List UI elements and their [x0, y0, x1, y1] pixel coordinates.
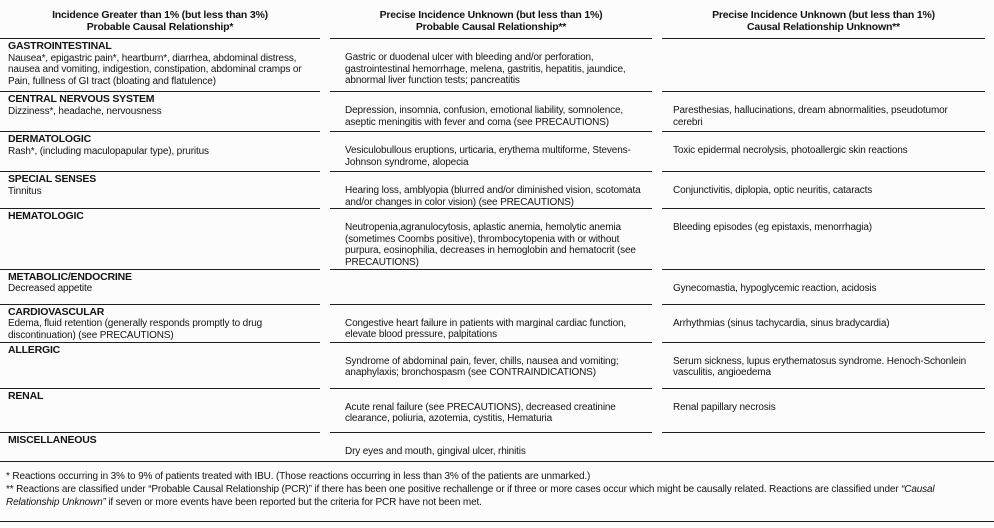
category-cell [0, 269, 320, 304]
pcr-unknown-cell [330, 91, 652, 131]
cell-text: Nausea*, epigastric pain*, heartburn*, diarrhea, abdominal distress, nausea and vomiting, indigestion, constipation, abdominal cramps or Pain, fullness of GI tract (bloating and flatulence) [8, 52, 302, 87]
cell-text [662, 39, 985, 52]
column-header-2 [330, 0, 652, 38]
cell-text: Syndrome of abdominal pain, fever, chills, nausea and vomiting; anaphylaxis; bronchospasm (see CONTRAINDICATIONS) [345, 355, 619, 379]
pcr-unknown-cell [330, 38, 652, 91]
table-header-row [0, 0, 994, 38]
footnote-2-text: ** Reactions are classified under “Probable Causal Relationship (PCR)” if there has been one positive rechallenge or if three or more cases occur which might be causally related. Reactions are classified under [6, 483, 902, 495]
cell-text: Gastric or duodenal ulcer with bleeding and/or perforation, gastrointestinal hemorrhage, melena, gastritis, hepatitis, jaundice, abnormal liver function tests; pancreatitis [345, 52, 626, 87]
causal-unknown-cell [662, 304, 985, 342]
cell-text: Decreased appetite [8, 283, 93, 295]
column-header-1 [0, 0, 320, 38]
table-row-gastrointestinal [0, 38, 994, 91]
footnotes-section [0, 461, 994, 522]
cell-text: Dry eyes and mouth, gingival ulcer, rhinitis [345, 445, 526, 457]
column-header-2-line1: Precise Incidence Unknown (but less than 1%) [379, 9, 603, 21]
table-row-central-nervous-system [0, 91, 994, 131]
footnote-2 [6, 483, 984, 509]
category-label: METABOLIC/ENDOCRINE [8, 270, 132, 283]
cell-text: Vesiculobullous eruptions, urticaria, erythema multiforme, Stevens-Johnson syndrome, alopecia [345, 145, 631, 168]
causal-unknown-cell [662, 432, 985, 461]
footnote-2-text-end: if seven or more events have been reported but the criteria for PCR have not been met. [105, 496, 482, 508]
category-cell [0, 388, 320, 432]
column-header-3-line1: Precise Incidence Unknown (but less than 1%) [712, 9, 935, 21]
table-row-miscellaneous [0, 432, 994, 461]
causal-unknown-cell [662, 208, 985, 268]
causal-unknown-cell [662, 38, 985, 91]
category-cell [0, 131, 320, 171]
category-cell [0, 171, 320, 208]
causal-unknown-cell [662, 171, 985, 208]
table-row-dermatologic [0, 131, 994, 171]
cell-text [662, 433, 985, 446]
cell-text: Renal papillary necrosis [673, 401, 776, 413]
footnote-1: * Reactions occurring in 3% to 9% of patients treated with IBU. (Those reactions occurring in less than 3% of the patients are unmarked.) [6, 470, 591, 482]
column-header-3-line2: Causal Relationship Unknown** [747, 21, 900, 33]
cell-text: Arrhythmias (sinus tachycardia, sinus bradycardia) [673, 317, 890, 329]
table-row-allergic [0, 342, 994, 388]
cell-text: Acute renal failure (see PRECAUTIONS), decreased creatinine clearance, poliuria, azotemia, cystitis, Hematuria [345, 401, 616, 425]
category-cell [0, 91, 320, 131]
column-header-1-line2: Probable Causal Relationship* [86, 21, 234, 33]
cell-text: Conjunctivitis, diplopia, optic neuritis, cataracts [673, 185, 873, 196]
cell-text: Gynecomastia, hypoglycemic reaction, acidosis [673, 282, 877, 294]
cell-text: Dizziness*, headache, nervousness [8, 105, 162, 117]
table-row-renal [0, 388, 994, 432]
causal-unknown-cell [662, 388, 985, 432]
category-label: CENTRAL NERVOUS SYSTEM [8, 93, 155, 105]
cell-text: Bleeding episodes (eg epistaxis, menorrhagia) [673, 222, 872, 234]
category-label: DERMATOLOGIC [8, 133, 91, 145]
causal-unknown-cell [662, 131, 985, 171]
pcr-unknown-cell [330, 342, 652, 388]
cell-text: Edema, fluid retention (generally responds promptly to drug discontinuation) (see PRECAUTIONS) [8, 318, 263, 341]
cell-text: Toxic epidermal necrolysis, photoallergic skin reactions [673, 145, 908, 156]
category-cell [0, 304, 320, 342]
table-row-metabolic-endocrine [0, 269, 994, 304]
category-label: SPECIAL SENSES [8, 173, 97, 185]
category-cell [0, 342, 320, 388]
category-label: GASTROINTESTINAL [8, 40, 112, 52]
category-cell [0, 38, 320, 91]
cell-text: Serum sickness, lupus erythematosus syndrome. Henoch-Schonlein vasculitis, angioedema [673, 355, 967, 379]
cell-text: Hearing loss, amblyopia (blurred and/or diminished vision, scotomata and/or changes in color vision) (see PRECAUTIONS) [345, 185, 641, 208]
causal-unknown-cell [662, 91, 985, 131]
pcr-unknown-cell [330, 171, 652, 208]
category-label: ALLERGIC [8, 343, 61, 356]
table-row-hematologic [0, 208, 994, 268]
causal-unknown-cell [662, 269, 985, 304]
table-row-special-senses [0, 171, 994, 208]
cell-text: Tinnitus [8, 185, 42, 197]
category-label: CARDIOVASCULAR [8, 305, 105, 318]
category-cell [0, 208, 320, 268]
footnote-2-italic-phrase: “Causal Relationship Unknown” [6, 483, 935, 508]
table-row-cardiovascular [0, 304, 994, 342]
column-header-2-line2: Probable Causal Relationship** [415, 21, 567, 33]
cell-text: Depression, insomnia, confusion, emotional liability, somnolence, aseptic meningitis with fever and coma (see PRECAUTIONS) [345, 105, 623, 128]
pcr-unknown-cell [330, 131, 652, 171]
cell-text: Neutropenia,agranulocytosis, aplastic anemia, hemolytic anemia (sometimes Coombs positive), thrombocytopenia with or without purpura, eosinophilia, decreases in hemoglobin and hematocrit (see PRECAUTIONS) [345, 222, 636, 268]
category-cell [0, 432, 320, 461]
category-label: HEMATOLOGIC [8, 210, 84, 223]
category-label: RENAL [8, 389, 44, 402]
pcr-unknown-cell [330, 208, 652, 268]
cell-text [330, 270, 652, 283]
category-label: MISCELLANEOUS [8, 433, 97, 446]
pcr-unknown-cell [330, 388, 652, 432]
cell-text: Paresthesias, hallucinations, dream abnormalities, pseudotumor cerebri [673, 105, 948, 128]
causal-unknown-cell [662, 342, 985, 388]
column-header-3 [662, 0, 985, 38]
column-header-1-line1: Incidence Greater than 1% (but less than 3%) [52, 9, 268, 21]
cell-text: Rash*, (including maculopapular type), pruritus [8, 145, 209, 157]
pcr-unknown-cell [330, 432, 652, 461]
cell-text: Congestive heart failure in patients with marginal cardiac function, elevate blood pressure, palpitations [345, 317, 627, 341]
pcr-unknown-cell [330, 304, 652, 342]
pcr-unknown-cell [330, 269, 652, 304]
